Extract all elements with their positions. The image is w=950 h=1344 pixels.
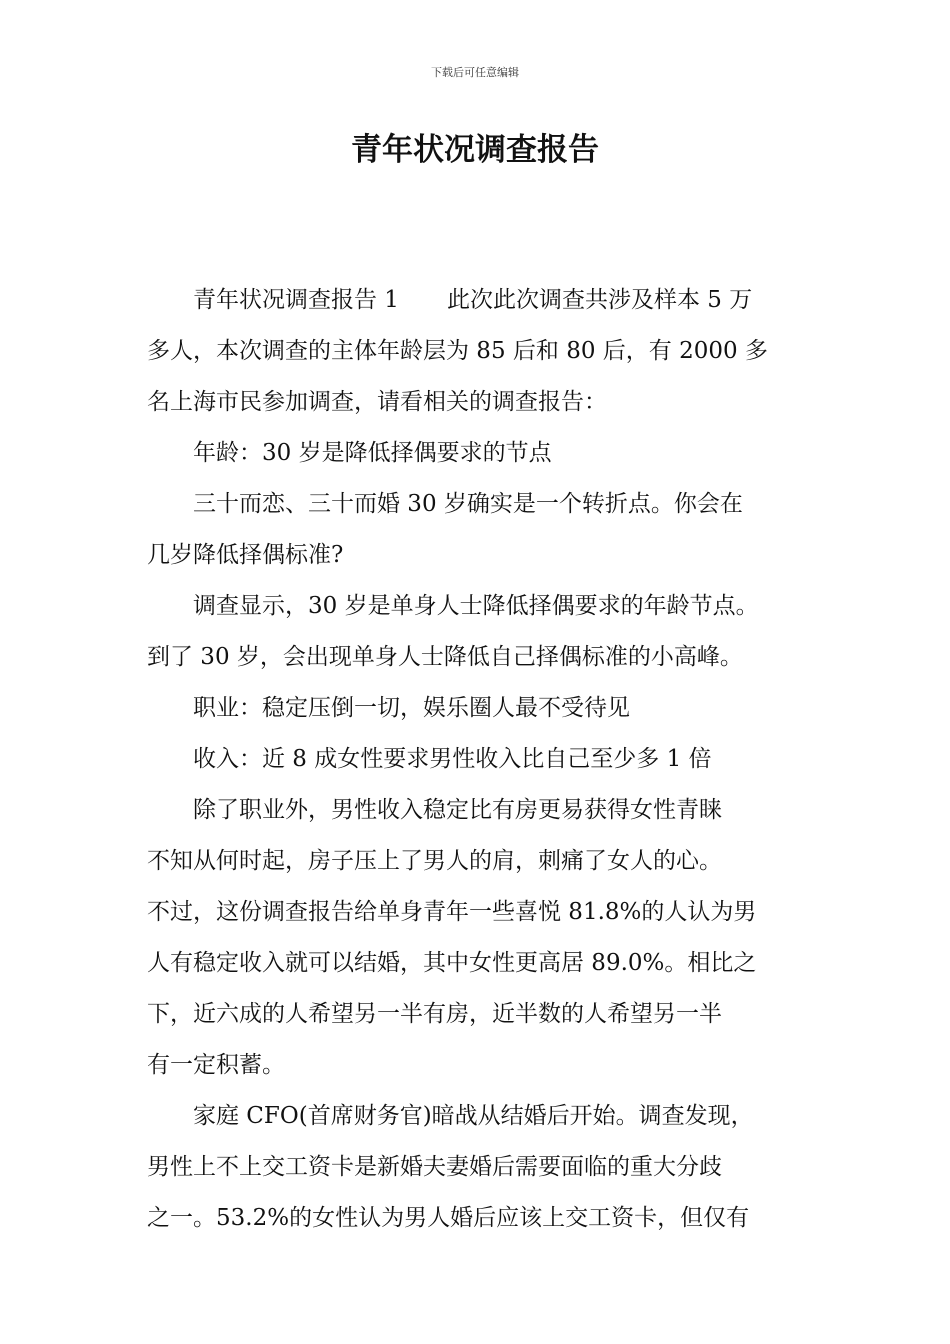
paragraph-intro [147,275,807,428]
paragraph-line: 除了职业外，男性收入稳定比有房更易获得女性青睐 [193,797,722,823]
paragraph-line: 之一。53.2%的女性认为男人婚后应该上交工资卡，但仅有 [147,1205,750,1231]
paragraph-line: 三十而恋、三十而婚 30 岁确实是一个转折点。你会在 [193,491,743,517]
page-header-note: 下载后可任意编辑 [431,66,519,79]
paragraph-line: 不知从何时起，房子压上了男人的肩，刺痛了女人的心。 [147,848,722,874]
paragraph-line: 人有稳定收入就可以结婚，其中女性更高居 89.0%。相比之 [147,950,757,976]
paragraph-line: 不过，这份调查报告给单身青年一些喜悦 81.8%的人认为男 [147,899,757,925]
paragraph-line: 几岁降低择偶标准? [147,542,344,568]
paragraph-income-detail [147,785,807,1091]
paragraph-thirty [147,479,807,581]
paragraph-income-heading [147,734,807,785]
paragraph-career-heading [147,683,807,734]
paragraph-line [147,275,807,326]
paragraph-line: 有一定积蓄。 [147,1052,285,1078]
paragraph-line: 家庭 CFO(首席财务官)暗战从结婚后开始。调查发现， [193,1103,754,1129]
paragraph-line: 年龄：30 岁是降低择偶要求的节点 [193,440,552,466]
paragraph-line: 调查显示，30 岁是单身人士降低择偶要求的年龄节点。 [193,593,759,619]
report-heading-inline: 青年状况调查报告 1 [193,287,399,313]
paragraph-line: 下，近六成的人希望另一半有房，近半数的人希望另一半 [147,1001,722,1027]
paragraph-line: 男性上不上交工资卡是新婚夫妻婚后需要面临的重大分歧 [147,1154,722,1180]
paragraph-line: 职业：稳定压倒一切，娱乐圈人最不受待见 [193,695,630,721]
paragraph-line: 收入：近 8 成女性要求男性收入比自己至少多 1 倍 [193,746,712,772]
document-body [147,275,807,1244]
paragraph-line: 到了 30 岁，会出现单身人士降低自己择偶标准的小高峰。 [147,644,743,670]
document-title: 青年状况调查报告 [351,132,599,168]
paragraph-family-cfo [147,1091,807,1244]
paragraph-age-heading [147,428,807,479]
paragraph-survey-shows [147,581,807,683]
paragraph-line: 多人，本次调查的主体年龄层为 85 后和 80 后，有 2000 多 [147,338,768,364]
intro-lead-text: 此次此次调查共涉及样本 5 万 [446,287,753,313]
paragraph-line: 名上海市民参加调查，请看相关的调查报告： [147,389,607,415]
